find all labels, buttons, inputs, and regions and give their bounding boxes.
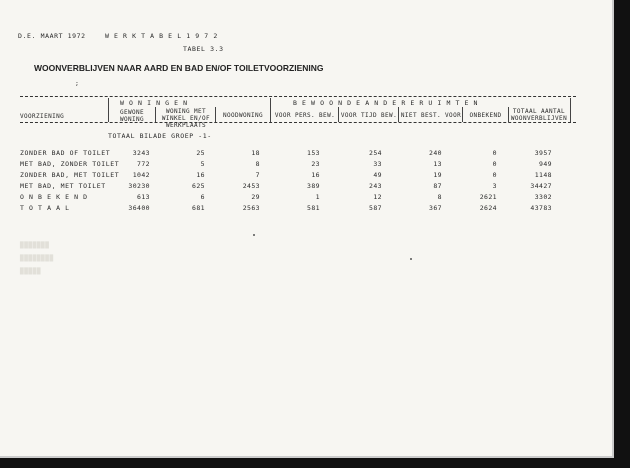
table-cell: 0	[492, 149, 497, 157]
table-number: TABEL 3.3	[183, 45, 224, 53]
table-cell: 367	[429, 204, 442, 212]
table-cell: 2624	[479, 204, 497, 212]
table-cell: 2453	[242, 182, 260, 190]
col-sep	[570, 98, 571, 122]
table-cell: 87	[433, 182, 442, 190]
table-cell: 949	[539, 160, 552, 168]
table-cell: 240	[429, 149, 442, 157]
col-sep	[270, 98, 271, 122]
table-cell: 587	[369, 204, 382, 212]
table-cell: 1148	[534, 171, 552, 179]
row-label: ZONDER BAD OF TOILET	[20, 149, 111, 157]
col-sep	[108, 98, 109, 122]
row-label: T O T A A L	[20, 204, 70, 212]
table-cell: 8	[255, 160, 260, 168]
row-label: MET BAD, MET TOILET	[20, 182, 106, 190]
table-cell: 3243	[132, 149, 150, 157]
table-cell: 49	[373, 171, 382, 179]
table-cell: 681	[192, 204, 205, 212]
table-cell: 18	[251, 149, 260, 157]
col-head-tijd-bew: VOOR TIJD BEW.	[340, 112, 398, 119]
table-cell: 3	[492, 182, 497, 190]
col-head-voorziening: VOORZIENING	[20, 113, 65, 120]
table-cell: 2621	[479, 193, 497, 201]
table-cell: 625	[192, 182, 205, 190]
table-cell: 0	[492, 160, 497, 168]
bleed-through: █████	[20, 268, 42, 275]
colon-mark: ;	[75, 79, 80, 87]
table-cell: 5	[200, 160, 205, 168]
speck	[410, 258, 412, 260]
table-cell: 6	[200, 193, 205, 201]
bleed-through: ███████	[20, 242, 50, 249]
col-head-totaal: TOTAAL AANTAL WOONVERBLIJVEN	[510, 108, 568, 122]
table-cell: 243	[369, 182, 382, 190]
table-cell: 29	[251, 193, 260, 201]
table-cell: 153	[307, 149, 320, 157]
table-cell: 1	[315, 193, 320, 201]
table-cell: 19	[433, 171, 442, 179]
group-label-woningen: W O N I N G E N	[120, 99, 188, 107]
table-cell: 772	[137, 160, 150, 168]
col-head-winkel: WONING MET WINKEL EN/OF WERKPLAATS	[161, 108, 211, 129]
table-cell: 36400	[128, 204, 150, 212]
col-head-gewone-woning: GEWONE WONING	[119, 109, 145, 123]
col-head-pers-bew: VOOR PERS. BEW.	[274, 112, 336, 119]
table-cell: 23	[311, 160, 320, 168]
table-cell: 3302	[534, 193, 552, 201]
page-title: WOONVERBLIJVEN NAAR AARD EN BAD EN/OF TOILETVOORZIENING	[34, 63, 324, 73]
table-cell: 581	[307, 204, 320, 212]
table-cell: 2563	[242, 204, 260, 212]
table-cell: 1042	[132, 171, 150, 179]
subheading-group: TOTAAL BILADE GROEP -1-	[108, 132, 212, 140]
bleed-through: ████████	[20, 255, 54, 262]
header-rule-top	[20, 96, 576, 97]
row-label: O N B E K E N D	[20, 193, 88, 201]
table-cell: 0	[492, 171, 497, 179]
table-cell: 43783	[530, 204, 552, 212]
col-head-noodwoning: NOODWONING	[222, 112, 264, 119]
table-cell: 254	[369, 149, 382, 157]
group-label-andere-ruimten: B E W O O N D E A N D E R E R U I M T E N	[293, 99, 479, 107]
table-cell: 16	[196, 171, 205, 179]
header-rule-bottom	[20, 122, 576, 123]
speck	[253, 234, 255, 236]
col-head-onbekend: ONBEKEND	[469, 112, 502, 119]
table-cell: 33	[373, 160, 382, 168]
col-sep	[155, 107, 156, 122]
table-cell: 30230	[128, 182, 150, 190]
table-cell: 3957	[534, 149, 552, 157]
table-cell: 613	[137, 193, 150, 201]
table-cell: 16	[311, 171, 320, 179]
table-cell: 13	[433, 160, 442, 168]
header-worksheet: W E R K T A B E L 1 9 7 2	[105, 32, 218, 40]
row-label: ZONDER BAD, MET TOILET	[20, 171, 120, 179]
table-cell: 8	[437, 193, 442, 201]
header-date: D.E. MAART 1972	[18, 32, 86, 40]
table-cell: 7	[255, 171, 260, 179]
col-sep	[215, 107, 216, 122]
table-cell: 12	[373, 193, 382, 201]
row-label: MET BAD, ZONDER TOILET	[20, 160, 120, 168]
col-head-niet-best: NIET BEST. VOOR	[400, 112, 462, 119]
table-cell: 389	[307, 182, 320, 190]
table-cell: 34427	[530, 182, 552, 190]
table-cell: 25	[196, 149, 205, 157]
